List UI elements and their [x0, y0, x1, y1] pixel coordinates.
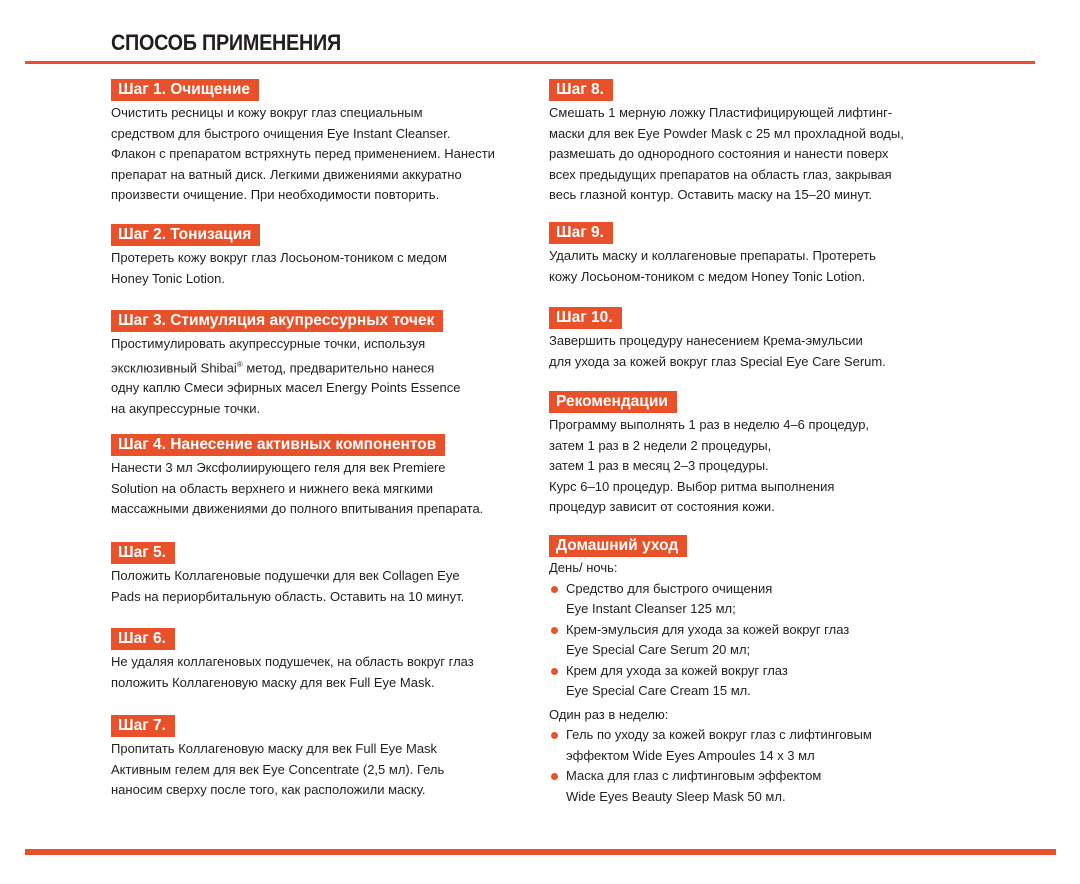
step-9-text: Удалить маску и коллагеновые препараты. Протереть кожу Лосьоном-тоником с медом Honey Tonic Lotion. — [549, 248, 876, 284]
step-2-section — [111, 224, 531, 289]
home-care-heading: Домашний уход — [549, 535, 687, 557]
step-6-text: Не удаляя коллагеновых подушечек, на область вокруг глаз положить Коллагеновую маску для век Full Eye Mask. — [111, 654, 474, 690]
recommendations-text: Программу выполнять 1 раз в неделю 4–6 процедур, затем 1 раз в 2 недели 2 процедуры, затем 1 раз в месяц 2–3 процедуры. Курс 6–10 процедур. Выбор ритма выполнения процедур зависит от состояния кожи. — [549, 417, 870, 514]
weekly-list — [549, 725, 949, 807]
list-item — [549, 661, 949, 702]
bullet-icon — [551, 668, 558, 675]
list-item — [549, 579, 949, 620]
bullet-icon — [551, 627, 558, 634]
step-7-text: Пропитать Коллагеновую маску для век Full Eye Mask Активным гелем для век Eye Concentrate (2,5 мл). Гель наносим сверху после того, как расположили маску. — [111, 741, 445, 797]
step-4-section — [111, 434, 531, 520]
recommendations-section — [549, 391, 949, 518]
page-title: СПОСОБ ПРИМЕНЕНИЯ — [111, 30, 341, 55]
weekly-label: Один раз в неделю: — [549, 706, 669, 722]
step-4-heading: Шаг 4. Нанесение активных компонентов — [111, 434, 445, 456]
step-6-heading: Шаг 6. — [111, 628, 175, 650]
list-item — [549, 766, 949, 807]
list-item — [549, 620, 949, 661]
step-10-text: Завершить процедуру нанесением Крема-эмульсии для ухода за кожей вокруг глаз Special Eye Care Serum. — [549, 333, 886, 369]
step-3-text-part-b: метод, предварительно нанеся одну каплю Смеси эфирных масел Energy Points Essence на акупрессурные точки. — [111, 359, 461, 416]
daily-item-2: Крем-эмульсия для ухода за кожей вокруг глаз Eye Special Care Serum 20 мл; — [566, 621, 850, 657]
step-5-text: Положить Коллагеновые подушечки для век Collagen Eye Pads на периорбитальную область. Оставить на 10 минут. — [111, 568, 465, 604]
weekly-item-2: Маска для глаз с лифтинговым эффектом Wide Eyes Beauty Sleep Mask 50 мл. — [566, 768, 822, 804]
step-3-text-part-a: Простимулировать акупрессурные точки, используя эксклюзивный Shibai — [111, 336, 426, 375]
step-8-section — [549, 79, 949, 206]
step-4-text: Нанести 3 мл Эксфолиирующего геля для век Premiere Solution на область верхнего и нижнего века мягкими массажными движениями до полного впитывания препарата. — [111, 460, 484, 516]
title-divider — [25, 61, 1035, 64]
list-item — [549, 725, 949, 766]
bullet-icon — [551, 732, 558, 739]
bullet-icon — [551, 586, 558, 593]
home-care-section — [549, 535, 949, 807]
step-9-section — [549, 222, 949, 287]
step-9-heading: Шаг 9. — [549, 222, 613, 244]
bullet-icon — [551, 773, 558, 780]
step-1-section — [111, 79, 531, 206]
step-3-section — [111, 310, 531, 419]
step-3-heading: Шаг 3. Стимуляция акупрессурных точек — [111, 310, 443, 332]
step-10-heading: Шаг 10. — [549, 307, 622, 329]
step-1-heading: Шаг 1. Очищение — [111, 79, 259, 101]
registered-mark: ® — [236, 359, 243, 369]
step-8-heading: Шаг 8. — [549, 79, 613, 101]
step-7-section — [111, 715, 531, 801]
daily-item-3: Крем для ухода за кожей вокруг глаз Eye Special Care Cream 15 мл. — [566, 662, 788, 698]
daily-label: День/ ночь: — [549, 560, 618, 575]
daily-item-1: Средство для быстрого очищения Eye Instant Cleanser 125 мл; — [566, 580, 773, 616]
step-5-section — [111, 542, 531, 607]
step-2-heading: Шаг 2. Тонизация — [111, 224, 260, 246]
weekly-item-1: Гель по уходу за кожей вокруг глаз с лифтинговым эффектом Wide Eyes Ampoules 14 х 3 мл — [566, 727, 872, 763]
step-10-section — [549, 307, 949, 372]
step-6-section — [111, 628, 531, 693]
step-3-text — [111, 334, 531, 419]
step-5-heading: Шаг 5. — [111, 542, 175, 564]
step-8-text: Смешать 1 мерную ложку Пластифицирующей лифтинг- маски для век Eye Powder Mask с 25 мл прохладной воды, размешать до однородного состояния и нанести поверх всех предыдущих препаратов на область глаз, закрывая весь глазной контур. Оставить маску на 15–20 минут. — [549, 105, 904, 202]
daily-list — [549, 579, 949, 702]
step-2-text: Протереть кожу вокруг глаз Лосьоном-тоником с медом Honey Tonic Lotion. — [111, 250, 447, 286]
recommendations-heading: Рекомендации — [549, 391, 677, 413]
step-7-heading: Шаг 7. — [111, 715, 175, 737]
bottom-bar — [25, 849, 1056, 855]
step-1-text: Очистить ресницы и кожу вокруг глаз специальным средством для быстрого очищения Eye Instant Cleanser. Флакон с препаратом встряхнуть перед применением. Нанести препарат на ватный диск. Легкими движениями аккуратно произвести очищение. При необходимости повторить. — [111, 105, 495, 202]
